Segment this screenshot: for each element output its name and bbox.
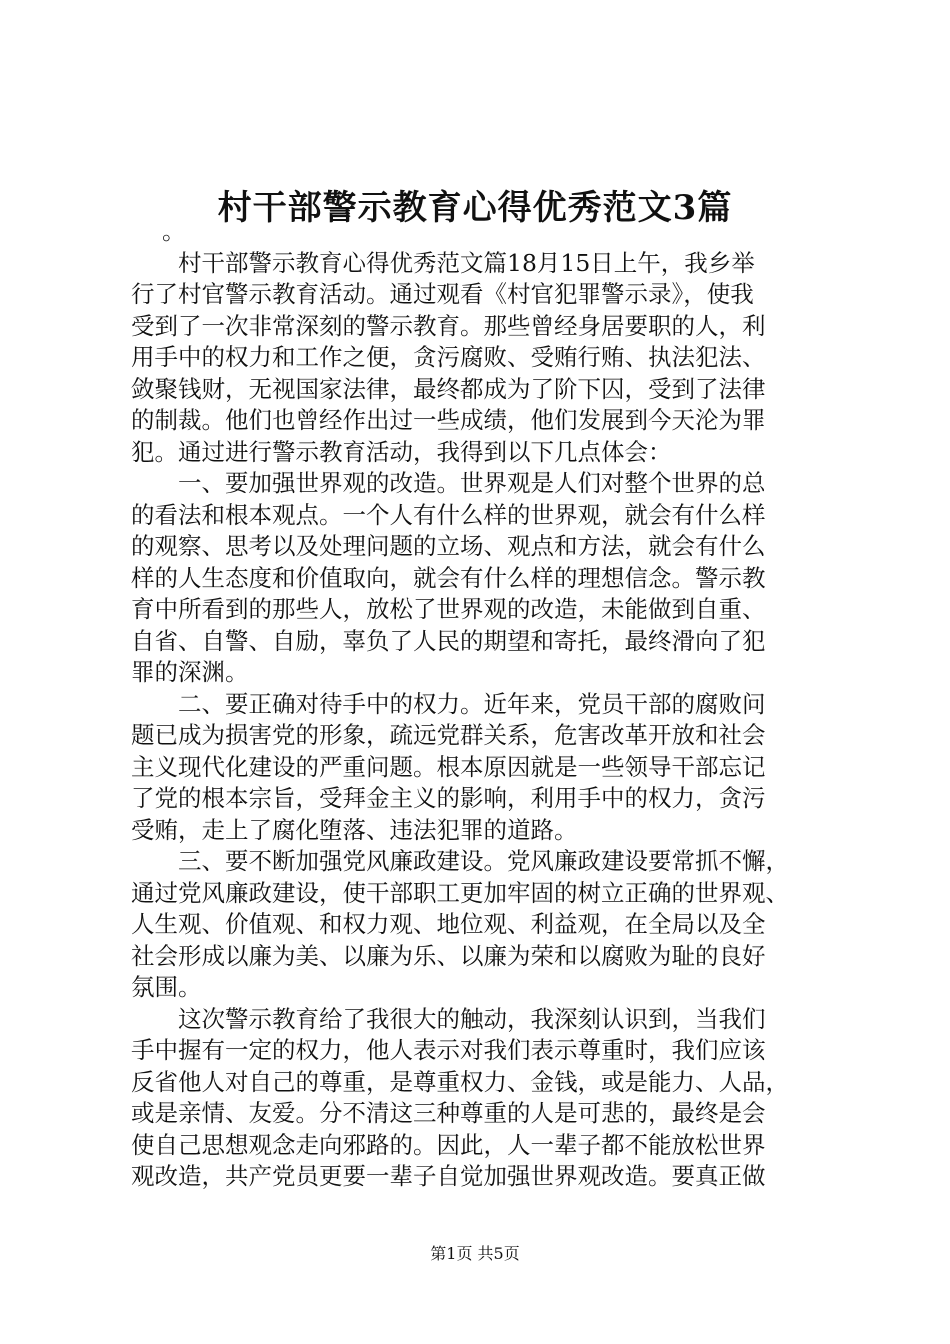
page-footer: 第1页 共5页 [430,1244,520,1263]
body-line: 的制裁。他们也曾经作出过一些成绩，他们发展到今天沦为罪 [131,406,766,434]
body-line: 的观察、思考以及处理问题的立场、观点和方法，就会有什么 [131,532,766,560]
body-line: 反省他人对自己的尊重，是尊重权力、金钱，或是能力、人品， [131,1067,789,1096]
document-title: 村干部警示教育心得优秀范文3篇 [217,188,733,228]
body-line: 使自己思想观念走向邪路的。因此，人一辈子都不能放松世界 [131,1130,766,1159]
body-line: 罪的深渊。 [131,658,249,686]
document-body [131,216,831,1193]
body-line: 犯。通过进行警示教育活动，我得到以下几点体会： [131,437,672,466]
body-line: 三、要不断加强党风廉政建设。党风廉政建设要常抓不懈， [131,847,789,875]
body-line: 的看法和根本观点。一个人有什么样的世界观，就会有什么样 [131,500,766,529]
body-line: 了党的根本宗旨，受拜金主义的影响，利用手中的权力，贪污 [131,784,766,812]
body-line: 观改造，共产党员更要一辈子自觉加强世界观改造。要真正做 [131,1162,766,1190]
body-line: 氛围。 [131,973,202,1001]
body-line: 题已成为损害党的形象，疏远党群关系，危害改革开放和社会 [131,721,766,749]
body-line: 敛聚钱财，无视国家法律，最终都成为了阶下囚，受到了法律 [131,374,766,403]
body-line: 样的人生态度和价值取向，就会有什么样的理想信念。警示教 [131,563,766,592]
body-line: 社会形成以廉为美、以廉为乐、以廉为荣和以腐败为耻的良好 [131,941,766,970]
body-line: 受到了一次非常深刻的警示教育。那些曾经身居要职的人，利 [131,311,766,340]
body-line: 二、要正确对待手中的权力。近年来，党员干部的腐败问 [131,689,766,718]
body-line: 村干部警示教育心得优秀范文篇18月15日上午，我乡举 [131,248,755,277]
body-line: 行了村官警示教育活动。通过观看《村官犯罪警示录》，使我 [131,280,754,308]
body-line: 育中所看到的那些人，放松了世界观的改造，未能做到自重、 [131,595,766,623]
body-line: 或是亲情、友爱。分不清这三种尊重的人是可悲的，最终是会 [131,1099,766,1127]
body-line: 一、要加强世界观的改造。世界观是人们对整个世界的总 [131,469,766,497]
body-line: 受贿，走上了腐化堕落、违法犯罪的道路。 [131,815,578,844]
body-line: 主义现代化建设的严重问题。根本原因就是一些领导干部忘记 [131,752,766,781]
body-line: 手中握有一定的权力，他人表示对我们表示尊重时，我们应该 [131,1036,766,1064]
body-line: 这次警示教育给了我很大的触动，我深刻认识到，当我们 [131,1004,766,1033]
body-line: 人生观、价值观、和权力观、地位观、利益观，在全局以及全 [131,910,766,938]
body-line: 通过党风廉政建设，使干部职工更加牢固的树立正确的世界观、 [131,878,789,907]
body-line: 用手中的权力和工作之便，贪污腐败、受贿行贿、执法犯法、 [131,343,766,371]
body-line: 自省、自警、自励，辜负了人民的期望和寄托，最终滑向了犯 [131,626,766,655]
body-line: 。 [131,217,186,245]
